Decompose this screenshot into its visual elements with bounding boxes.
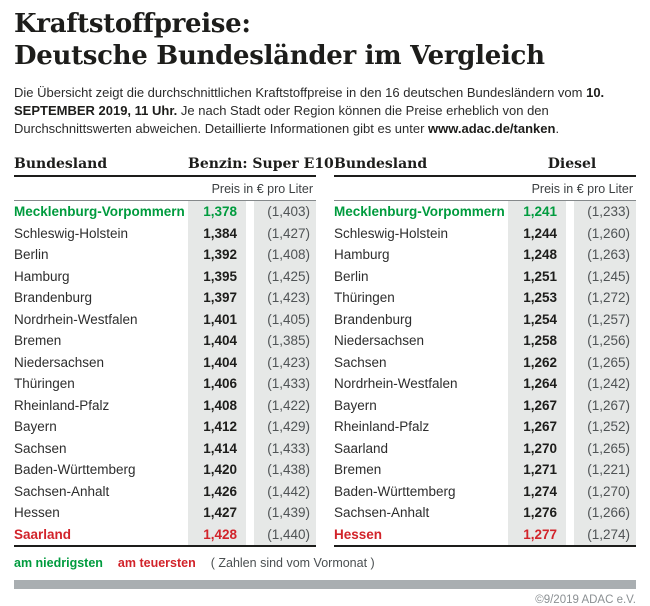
table-row: [14, 244, 316, 266]
column-gap: [566, 352, 574, 374]
intro-text-2: Je nach Stadt oder Region können die Preise erheblich von den Durchschnittswerten abweichen. Detaillierte Informationen gibt es unter: [14, 103, 549, 136]
column-gap: [566, 266, 574, 288]
price-cell: 1,276: [508, 502, 566, 524]
previous-price-cell: (1,438): [254, 459, 316, 481]
column-gap: [246, 459, 254, 481]
table-row: [334, 244, 636, 266]
state-name-cell: Schleswig-Holstein: [14, 225, 129, 241]
state-name-cell: Berlin: [334, 268, 369, 284]
state-name-cell: Brandenburg: [334, 311, 413, 327]
column-gap: [246, 201, 254, 223]
fuel-table-benzin: [14, 151, 375, 570]
table-row: [14, 309, 316, 331]
price-cell: 1,392: [188, 244, 246, 266]
previous-price-cell: (1,408): [254, 244, 316, 266]
state-name-cell: Saarland: [14, 526, 72, 542]
divider-bar: [14, 580, 636, 589]
fuel-type-header: Benzin: Super E10: [188, 156, 334, 172]
previous-price-cell: (1,270): [574, 481, 636, 503]
price-cell: 1,412: [188, 416, 246, 438]
price-cell: 1,270: [508, 438, 566, 460]
table-row: [14, 524, 316, 546]
price-cell: 1,241: [508, 201, 566, 223]
table-row: [14, 438, 316, 460]
state-name-cell: Baden-Württemberg: [14, 462, 136, 478]
table-row: [334, 481, 636, 503]
previous-price-cell: (1,257): [574, 309, 636, 331]
table-row: [334, 459, 636, 481]
state-name-cell: Saarland: [334, 440, 389, 456]
price-unit-label: Preis in € pro Liter: [14, 177, 316, 201]
intro-date: 10. SEPTEMBER 2019, 11 Uhr.: [14, 85, 605, 118]
previous-price-cell: (1,427): [254, 223, 316, 245]
price-cell: 1,258: [508, 330, 566, 352]
state-name-cell: Thüringen: [334, 290, 395, 306]
column-gap: [566, 459, 574, 481]
column-gap: [566, 330, 574, 352]
previous-price-cell: (1,423): [254, 287, 316, 309]
table-row: [14, 416, 316, 438]
column-gap: [246, 502, 254, 524]
price-cell: 1,253: [508, 287, 566, 309]
column-gap: [246, 223, 254, 245]
legend: [14, 556, 375, 570]
column-gap: [246, 266, 254, 288]
table-header-row: [334, 151, 636, 177]
state-name-cell: Brandenburg: [14, 290, 93, 306]
state-name-cell: Schleswig-Holstein: [334, 225, 449, 241]
previous-price-cell: (1,433): [254, 438, 316, 460]
price-cell: 1,267: [508, 416, 566, 438]
previous-price-cell: (1,405): [254, 309, 316, 331]
state-name-cell: Niedersachsen: [334, 333, 425, 349]
previous-price-cell: (1,422): [254, 395, 316, 417]
price-cell: 1,426: [188, 481, 246, 503]
price-cell: 1,264: [508, 373, 566, 395]
table-row: [334, 201, 636, 223]
price-cell: 1,251: [508, 266, 566, 288]
state-name-cell: Bremen: [14, 333, 62, 349]
legend-lowest-label: am niedrigsten: [14, 556, 103, 570]
column-gap: [566, 416, 574, 438]
price-cell: 1,406: [188, 373, 246, 395]
bundesland-column-header: Bundesland: [334, 156, 428, 172]
fuel-type-header: Diesel: [547, 156, 597, 172]
price-cell: 1,248: [508, 244, 566, 266]
previous-price-cell: (1,245): [574, 266, 636, 288]
previous-price-cell: (1,272): [574, 287, 636, 309]
column-gap: [246, 309, 254, 331]
table-row: [14, 459, 316, 481]
column-gap: [566, 309, 574, 331]
table-header-row: [14, 151, 334, 177]
column-gap: [246, 287, 254, 309]
column-gap: [246, 395, 254, 417]
previous-price-cell: (1,266): [574, 502, 636, 524]
intro-paragraph: [14, 84, 636, 138]
previous-price-cell: (1,429): [254, 416, 316, 438]
state-name-cell: Nordrhein-Westfalen: [334, 376, 458, 392]
previous-price-cell: (1,423): [254, 352, 316, 374]
table-row: [334, 416, 636, 438]
column-gap: [566, 201, 574, 223]
table-row: [334, 395, 636, 417]
table-row: [14, 201, 316, 223]
table-row: [334, 524, 636, 546]
table-row: [334, 330, 636, 352]
previous-price-cell: (1,385): [254, 330, 316, 352]
table-rows: [334, 201, 636, 547]
state-name-cell: Sachsen-Anhalt: [334, 505, 430, 521]
state-name-cell: Mecklenburg-Vorpommern: [334, 204, 505, 220]
table-row: [14, 373, 316, 395]
price-cell: 1,404: [188, 352, 246, 374]
table-row: [14, 223, 316, 245]
state-name-cell: Niedersachsen: [14, 354, 105, 370]
legend-highest-label: am teuersten: [117, 556, 196, 570]
column-gap: [566, 524, 574, 546]
table-row: [14, 481, 316, 503]
previous-price-cell: (1,265): [574, 438, 636, 460]
price-cell: 1,401: [188, 309, 246, 331]
previous-price-cell: (1,256): [574, 330, 636, 352]
column-gap: [566, 395, 574, 417]
price-cell: 1,244: [508, 223, 566, 245]
table-row: [334, 438, 636, 460]
price-cell: 1,271: [508, 459, 566, 481]
column-gap: [246, 330, 254, 352]
price-cell: 1,262: [508, 352, 566, 374]
price-cell: 1,274: [508, 481, 566, 503]
state-name-cell: Bremen: [334, 462, 382, 478]
previous-price-cell: (1,233): [574, 201, 636, 223]
column-gap: [246, 416, 254, 438]
table-row: [14, 266, 316, 288]
price-cell: 1,378: [188, 201, 246, 223]
column-gap: [246, 438, 254, 460]
previous-price-cell: (1,221): [574, 459, 636, 481]
previous-price-cell: (1,267): [574, 395, 636, 417]
price-cell: 1,428: [188, 524, 246, 546]
price-cell: 1,408: [188, 395, 246, 417]
price-cell: 1,397: [188, 287, 246, 309]
state-name-cell: Hamburg: [334, 247, 390, 263]
table-row: [14, 502, 316, 524]
state-name-cell: Sachsen: [334, 354, 387, 370]
table-row: [14, 330, 316, 352]
state-name-cell: Hessen: [14, 505, 60, 521]
table-row: [14, 352, 316, 374]
state-name-cell: Baden-Württemberg: [334, 483, 456, 499]
price-cell: 1,414: [188, 438, 246, 460]
intro-text-1: Die Übersicht zeigt die durchschnittlichen Kraftstoffpreise in den 16 deutschen Bundesländern vom: [14, 85, 587, 100]
price-cell: 1,404: [188, 330, 246, 352]
state-name-cell: Bayern: [14, 419, 57, 435]
state-name-cell: Thüringen: [14, 376, 75, 392]
state-name-cell: Nordrhein-Westfalen: [14, 311, 138, 327]
title-line-1: Kraftstoffpreise:: [14, 9, 251, 39]
previous-price-cell: (1,439): [254, 502, 316, 524]
price-cell: 1,384: [188, 223, 246, 245]
intro-url: www.adac.de/tanken: [428, 121, 556, 136]
state-name-cell: Rheinland-Pfalz: [334, 419, 430, 435]
fuel-table-diesel: [334, 151, 636, 570]
column-gap: [566, 223, 574, 245]
state-name-cell: Mecklenburg-Vorpommern: [14, 204, 185, 220]
table-row: [334, 309, 636, 331]
tables-container: [14, 151, 636, 570]
state-name-cell: Rheinland-Pfalz: [14, 397, 110, 413]
price-cell: 1,420: [188, 459, 246, 481]
previous-price-cell: (1,263): [574, 244, 636, 266]
column-gap: [246, 481, 254, 503]
price-unit-label: Preis in € pro Liter: [334, 177, 636, 201]
previous-price-cell: (1,440): [254, 524, 316, 546]
state-name-cell: Hamburg: [14, 268, 70, 284]
column-gap: [566, 287, 574, 309]
column-gap: [566, 481, 574, 503]
price-cell: 1,267: [508, 395, 566, 417]
table-row: [14, 287, 316, 309]
price-cell: 1,395: [188, 266, 246, 288]
state-name-cell: Sachsen: [14, 440, 67, 456]
main-title: [14, 8, 636, 72]
price-cell: 1,427: [188, 502, 246, 524]
table-row: [334, 266, 636, 288]
previous-price-cell: (1,274): [574, 524, 636, 546]
previous-price-cell: (1,442): [254, 481, 316, 503]
bundesland-column-header: Bundesland: [14, 156, 108, 172]
previous-price-cell: (1,425): [254, 266, 316, 288]
table-rows: [14, 201, 316, 547]
table-row: [334, 373, 636, 395]
state-name-cell: Hessen: [334, 526, 383, 542]
price-cell: 1,277: [508, 524, 566, 546]
previous-price-cell: (1,403): [254, 201, 316, 223]
previous-price-cell: (1,252): [574, 416, 636, 438]
table-row: [334, 502, 636, 524]
state-name-cell: Sachsen-Anhalt: [14, 483, 110, 499]
table-row: [14, 395, 316, 417]
table-row: [334, 352, 636, 374]
intro-text-3: .: [555, 121, 560, 136]
price-cell: 1,254: [508, 309, 566, 331]
previous-price-cell: (1,242): [574, 373, 636, 395]
column-gap: [566, 244, 574, 266]
previous-price-cell: (1,260): [574, 223, 636, 245]
previous-price-cell: (1,265): [574, 352, 636, 374]
column-gap: [246, 373, 254, 395]
column-gap: [246, 244, 254, 266]
column-gap: [246, 524, 254, 546]
title-line-2: Deutsche Bundesländer im Vergleich: [14, 41, 545, 71]
state-name-cell: Berlin: [14, 247, 49, 263]
column-gap: [566, 438, 574, 460]
column-gap: [566, 373, 574, 395]
state-name-cell: Bayern: [334, 397, 377, 413]
table-row: [334, 223, 636, 245]
legend-note: ( Zahlen sind vom Vormonat ): [210, 556, 375, 570]
previous-price-cell: (1,433): [254, 373, 316, 395]
table-row: [334, 287, 636, 309]
column-gap: [566, 502, 574, 524]
copyright-credit: ©9/2019 ADAC e.V.: [535, 594, 636, 606]
column-gap: [246, 352, 254, 374]
